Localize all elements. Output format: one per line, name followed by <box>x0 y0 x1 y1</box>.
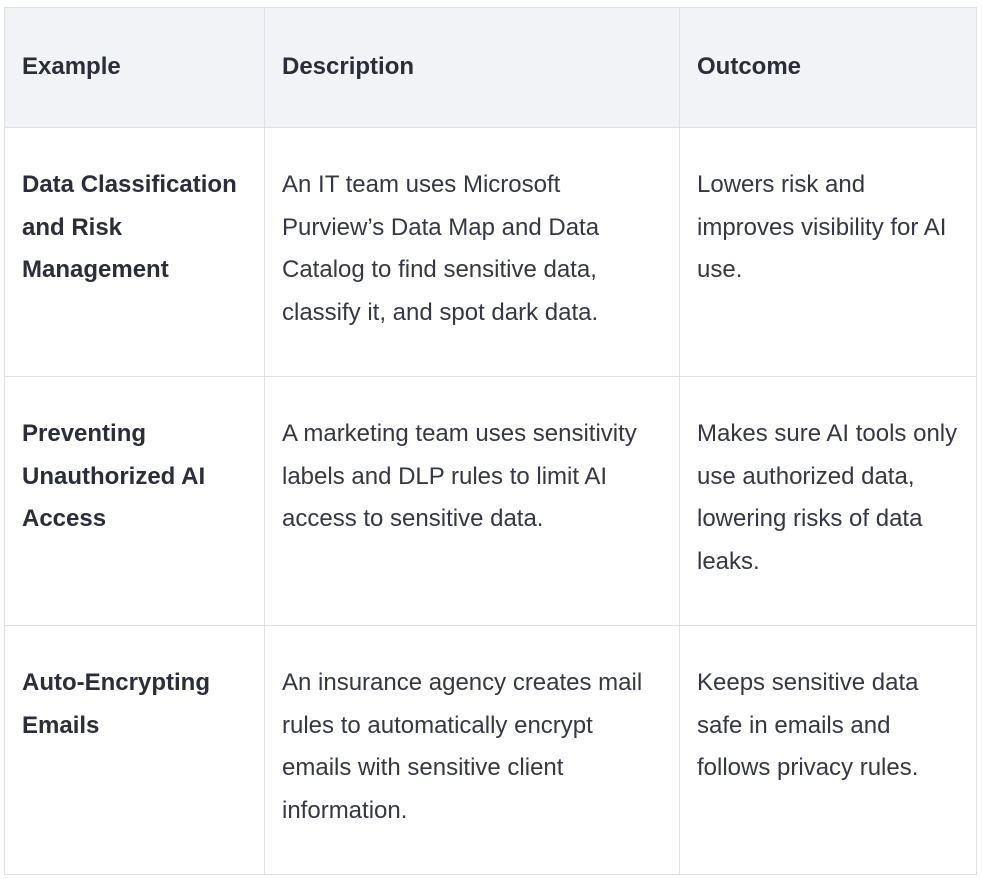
description-text: An insurance agency creates mail rules to automatically encrypt emails with sensitive client information. <box>282 669 643 825</box>
table-row <box>5 128 977 377</box>
outcome-text: Keeps sensitive data safe in emails and follows privacy rules. <box>697 669 919 782</box>
table-header <box>5 8 977 128</box>
table-row <box>5 377 977 626</box>
header-row <box>5 8 977 128</box>
description-text: An IT team uses Microsoft Purview’s Data Map and Data Catalog to find sensitive data, classify it, and spot dark data. <box>282 171 600 327</box>
description-text: A marketing team uses sensitivity labels and DLP rules to limit AI access to sensitive data. <box>282 420 637 533</box>
outcome-cell <box>680 377 977 626</box>
outcome-text: Makes sure AI tools only use authorized data, lowering risks of data leaks. <box>697 420 958 576</box>
column-header-example: Example <box>5 8 265 128</box>
table-row <box>5 626 977 875</box>
column-header-description: Description <box>265 8 680 128</box>
outcome-cell <box>680 128 977 377</box>
example-cell <box>5 626 265 875</box>
examples-table <box>4 7 977 875</box>
example-cell <box>5 128 265 377</box>
table-body <box>5 128 977 875</box>
outcome-text: Lowers risk and improves visibility for AI use. <box>697 171 947 284</box>
example-text: Auto-Encrypting Emails <box>22 669 210 739</box>
description-cell <box>265 128 680 377</box>
column-header-outcome: Outcome <box>680 8 977 128</box>
example-text: Preventing Unauthorized AI Access <box>22 420 206 533</box>
outcome-cell <box>680 626 977 875</box>
example-cell <box>5 377 265 626</box>
description-cell <box>265 377 680 626</box>
example-text: Data Classification and Risk Management <box>22 171 237 284</box>
description-cell <box>265 626 680 875</box>
examples-table-container <box>4 7 976 875</box>
